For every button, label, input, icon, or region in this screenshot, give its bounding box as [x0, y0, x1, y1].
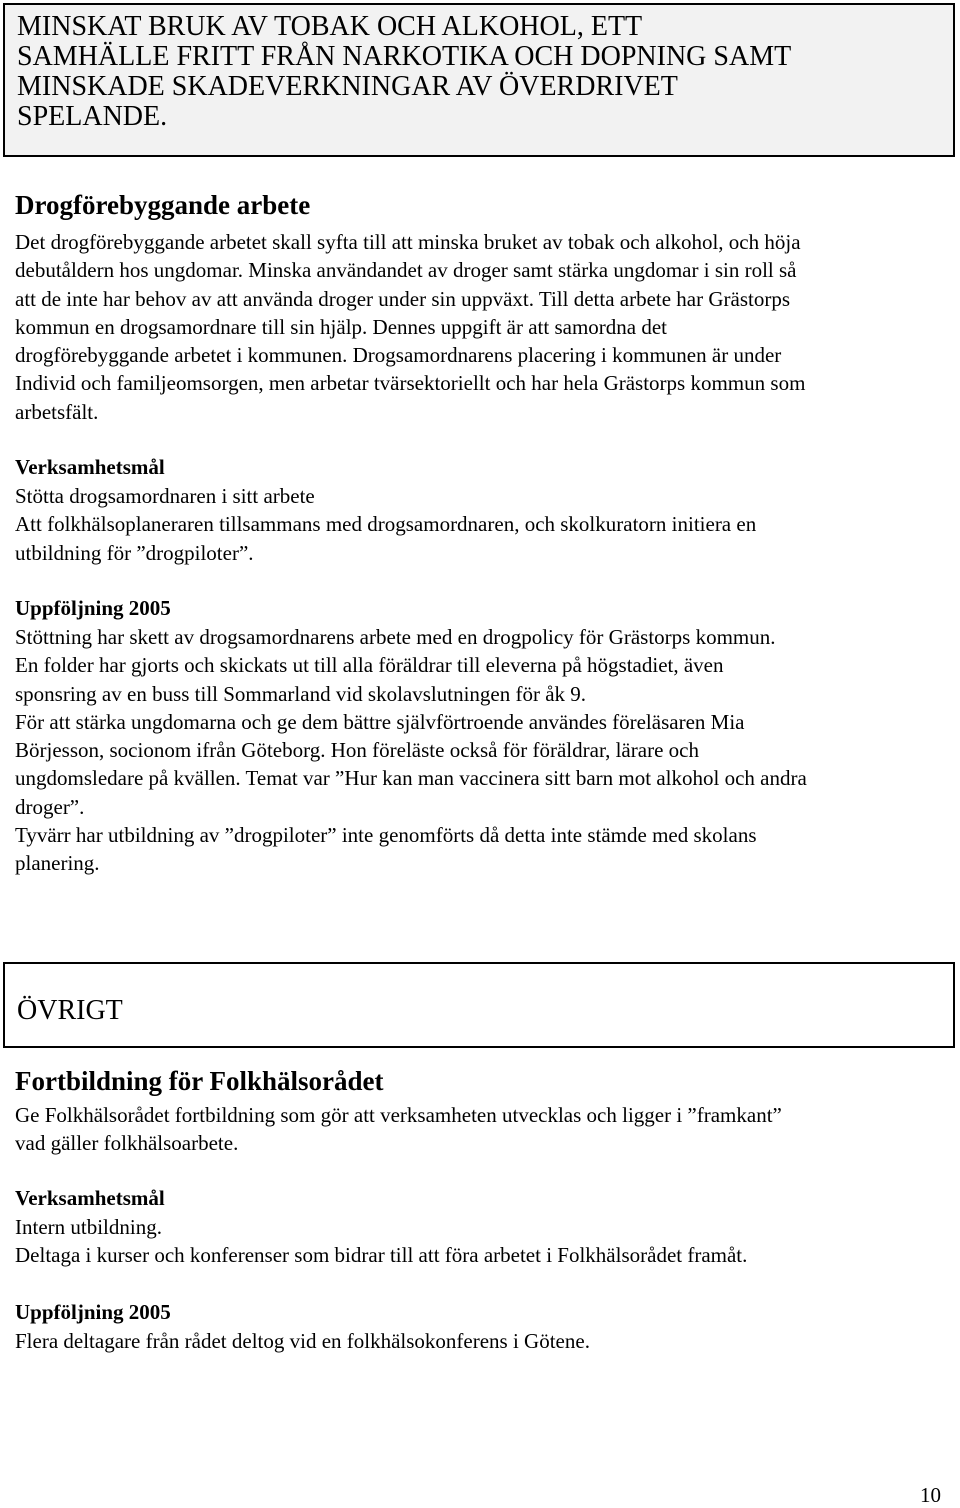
page-number: 10 — [920, 1483, 941, 1507]
fort-goal-heading: Verksamhetsmål — [15, 1186, 165, 1210]
ovrigt-box — [3, 962, 955, 1048]
drog-followup-heading: Uppföljning 2005 — [15, 596, 171, 620]
section-title — [17, 12, 941, 132]
drog-goal-body — [15, 482, 950, 567]
fort-followup-body — [15, 1327, 950, 1355]
body-line: ungdomsledare på kvällen. Temat var ”Hur kan man vaccinera sitt barn mot alkohol och andra — [15, 766, 807, 791]
fort-heading: Fortbildning för Folkhälsorådet — [15, 1066, 384, 1096]
body-line: Stöttning har skett av drogsamordnarens arbete med en drogpolicy för Grästorps kommun. — [15, 625, 776, 649]
fort-goal-body — [15, 1213, 950, 1270]
body-line: Deltaga i kurser och konferenser som bidrar till att föra arbetet i Folkhälsorådet framåt. — [15, 1243, 748, 1268]
drog-followup-body — [15, 623, 950, 878]
fort-followup-heading: Uppföljning 2005 — [15, 1300, 171, 1324]
body-line: droger”. — [15, 794, 85, 819]
section-title-box — [3, 3, 955, 157]
body-line: Det drogförebyggande arbetet skall syfta till att minska bruket av tobak och alkohol, och höja — [15, 230, 801, 254]
body-line: Ge Folkhälsorådet fortbildning som gör att verksamheten utvecklas och ligger i ”framkant” — [15, 1103, 782, 1127]
body-line: utbildning för ”drogpiloter”. — [15, 540, 254, 565]
body-line: debutåldern hos ungdomar. Minska användandet av droger samt stärka ungdomar i sin roll så — [15, 258, 797, 283]
drog-body — [15, 228, 950, 426]
body-line: En folder har gjorts och skickats ut till alla föräldrar till eleverna på högstadiet, även — [15, 653, 724, 678]
body-line: att de inte har behov av att använda droger under sin uppväxt. Till detta arbete har Grästorps — [15, 286, 791, 311]
body-line: Intern utbildning. — [15, 1215, 162, 1239]
body-line: För att stärka ungdomarna och ge dem bättre självförtroende användes föreläsaren Mia — [15, 709, 745, 734]
section-title-line: MINSKADE SKADEVERKNINGAR AV ÖVERDRIVET — [17, 71, 678, 102]
body-line: Att folkhälsoplaneraren tillsammans med drogsamordnaren, och skolkuratorn initiera en — [15, 512, 757, 537]
body-line: Stötta drogsamordnaren i sitt arbete — [15, 484, 315, 508]
body-line: kommun en drogsamordnare till sin hjälp. Dennes uppgift är att samordna det — [15, 314, 668, 339]
body-line: drogförebyggande arbetet i kommunen. Drogsamordnarens placering i kommunen är under — [15, 343, 782, 368]
body-line: vad gäller folkhälsoarbete. — [15, 1131, 239, 1156]
body-line: Flera deltagare från rådet deltog vid en folkhälsokonferens i Götene. — [15, 1329, 590, 1353]
fort-body — [15, 1101, 950, 1158]
body-line: Tyvärr har utbildning av ”drogpiloter” inte genomförts då detta inte stämde med skolans — [15, 823, 757, 848]
body-line: planering. — [15, 851, 100, 876]
section-title-line: SPELANDE. — [17, 101, 168, 132]
body-line: Börjesson, socionom ifrån Göteborg. Hon föreläste också för föräldrar, lärare och — [15, 738, 699, 763]
section-title-line: SAMHÄLLE FRITT FRÅN NARKOTIKA OCH DOPNING SAMT — [17, 41, 792, 72]
section-title-line: MINSKAT BRUK AV TOBAK OCH ALKOHOL, ETT — [17, 11, 643, 42]
body-line: Individ och familjeomsorgen, men arbetar tvärsektoriellt och har hela Grästorps kommun som — [15, 371, 806, 396]
body-line: arbetsfält. — [15, 399, 99, 424]
ovrigt-title: ÖVRIGT — [17, 995, 123, 1026]
drog-goal-heading: Verksamhetsmål — [15, 455, 165, 479]
body-line: sponsring av en buss till Sommarland vid skolavslutningen för åk 9. — [15, 681, 587, 706]
drog-heading: Drogförebyggande arbete — [15, 190, 311, 220]
